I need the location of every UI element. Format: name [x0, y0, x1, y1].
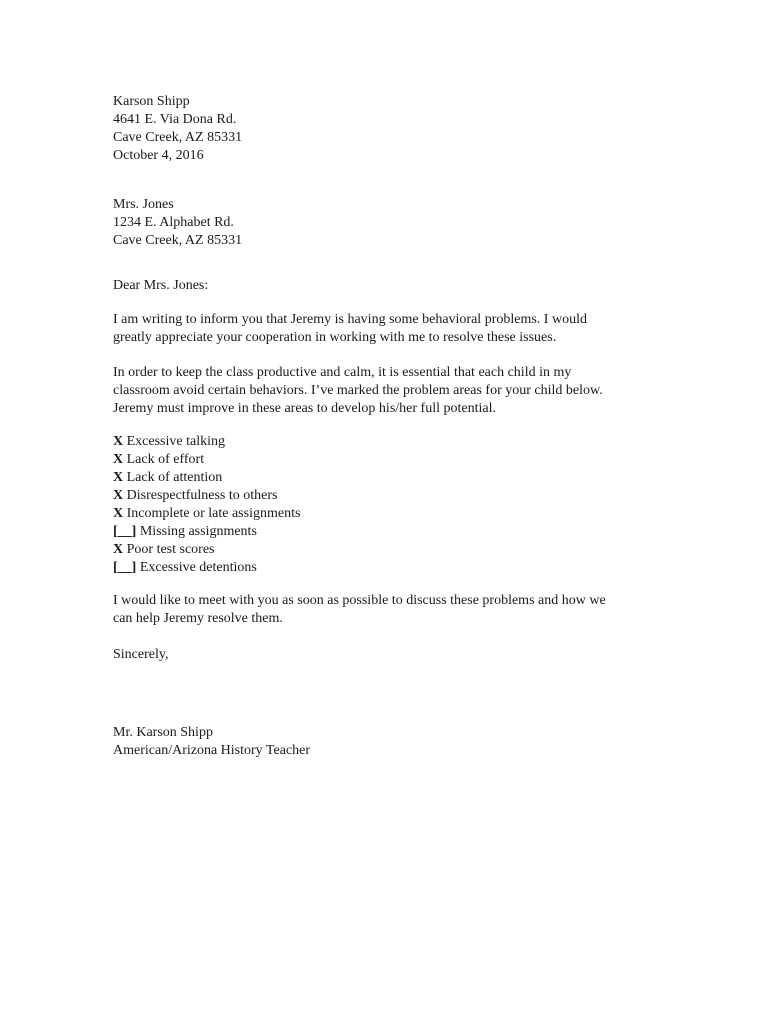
salutation: Dear Mrs. Jones:	[113, 278, 209, 293]
letter-page	[113, 93, 653, 760]
checklist-item	[113, 451, 653, 469]
recipient-address-line1: 1234 E. Alphabet Rd.	[113, 215, 234, 230]
paragraph-line: greatly appreciate your cooperation in working with me to resolve these issues.	[113, 330, 557, 345]
checklist-mark: X	[113, 506, 124, 521]
checklist-label: Incomplete or late assignments	[126, 506, 301, 521]
paragraph-line: In order to keep the class productive and calm, it is essential that each child in my	[113, 365, 572, 380]
paragraph-intro	[113, 311, 653, 347]
letter-date: October 4, 2016	[113, 148, 204, 163]
checklist-label: Excessive talking	[126, 434, 225, 449]
paragraph-line: Jeremy must improve in these areas to develop his/her full potential.	[113, 401, 496, 416]
checklist-item	[113, 505, 653, 523]
checklist-mark: X	[113, 542, 124, 557]
paragraph-line: can help Jeremy resolve them.	[113, 611, 283, 626]
paragraph-line: I am writing to inform you that Jeremy is having some behavioral problems. I would	[113, 312, 587, 327]
paragraph-meeting	[113, 592, 653, 628]
sender-address-line1: 4641 E. Via Dona Rd.	[113, 112, 237, 127]
checklist-item	[113, 469, 653, 487]
checklist-item	[113, 433, 653, 451]
problem-checklist	[113, 433, 653, 577]
complimentary-close: Sincerely,	[113, 647, 169, 662]
signature-title: American/Arizona History Teacher	[113, 743, 311, 758]
signature-space	[113, 664, 653, 724]
paragraph-behaviors	[113, 364, 653, 418]
checklist-label: Lack of attention	[126, 470, 223, 485]
sender-block	[113, 93, 653, 165]
checklist-item	[113, 541, 653, 559]
checklist-mark: X	[113, 470, 124, 485]
checklist-mark: X	[113, 434, 124, 449]
checklist-label: Poor test scores	[126, 542, 215, 557]
paragraph-line: classroom avoid certain behaviors. I’ve marked the problem areas for your child below.	[113, 383, 603, 398]
checklist-mark: X	[113, 452, 124, 467]
checklist-mark: [__]	[113, 560, 137, 575]
checklist-label: Missing assignments	[139, 524, 257, 539]
checklist-mark: [__]	[113, 524, 137, 539]
recipient-block	[113, 196, 653, 250]
checklist-item	[113, 559, 653, 577]
recipient-name: Mrs. Jones	[113, 197, 174, 212]
checklist-label: Excessive detentions	[139, 560, 257, 575]
checklist-item	[113, 523, 653, 541]
checklist-label: Lack of effort	[126, 452, 205, 467]
sender-name: Karson Shipp	[113, 94, 190, 109]
recipient-address-line2: Cave Creek, AZ 85331	[113, 233, 243, 248]
checklist-label: Disrespectfulness to others	[126, 488, 278, 503]
checklist-mark: X	[113, 488, 124, 503]
sender-address-line2: Cave Creek, AZ 85331	[113, 130, 243, 145]
paragraph-line: I would like to meet with you as soon as possible to discuss these problems and how we	[113, 593, 606, 608]
signature-name: Mr. Karson Shipp	[113, 725, 213, 740]
checklist-item	[113, 487, 653, 505]
